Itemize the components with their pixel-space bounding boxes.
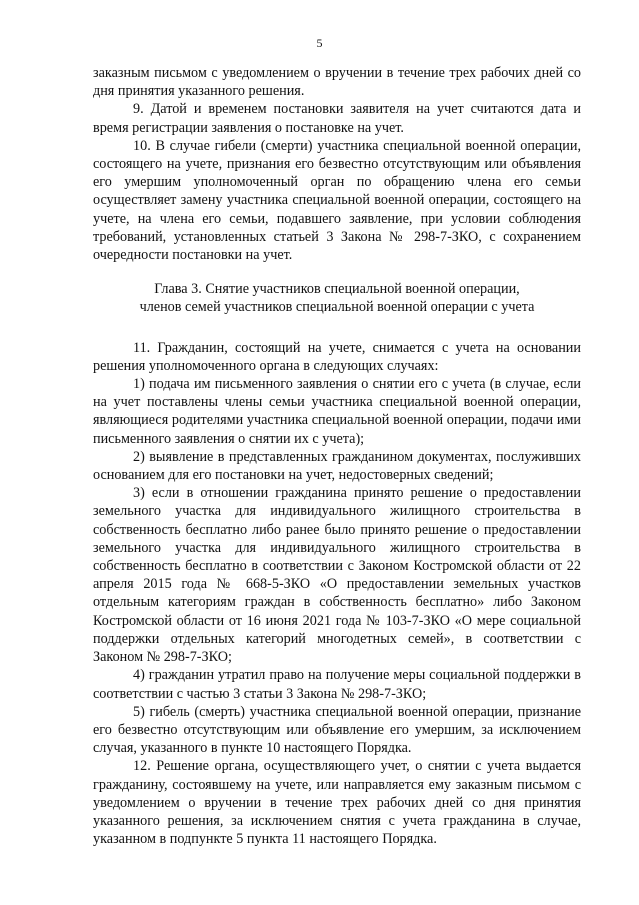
chapter-heading — [93, 280, 581, 316]
paragraph-11-item-3: 3) если в отношении гражданина принято решение о предоставлении земельного участка для индивидуального жилищного строительства в собственность бесплатно либо ранее было принято решение о предоставлении земельного участка для индивидуального жилищного строительства в собственность бесплатно в соответствии с Законом Костромской области от 22 апреля 2015 года № 668-5-ЗКО «О предоставлении земельных участков отдельным категориям граждан в собственность бесплатно» либо Законом Костромской области от 16 июня 2021 года № 103-7-ЗКО «О мере социальной поддержки отдельных категорий многодетных семей», в соответствии с Законом № 298-7-ЗКО; — [93, 485, 581, 666]
paragraph-12: 12. Решение органа, осуществляющего учет, о снятии с учета выдается гражданину, состоявшему на учете, или направляется ему заказным письмом с уведомлением о вручении в течение трех рабочих дней со дня принятия указанного решения, за исключением снятия с учета гражданина в случае, указанном в подпункте 5 пункта 11 настоящего Порядка. — [93, 758, 581, 848]
paragraph-11-item-2: 2) выявление в представленных гражданином документах, послуживших основанием для его постановки на учет, недостоверных сведений; — [93, 448, 581, 484]
paragraph-11-item-1: 1) подача им письменного заявления о снятии его с учета (в случае, если на учет поставлены члены семьи участника специальной военной операции, являющиеся родителями участника специальной военной операции, подачи ими письменного заявления о снятии их с учета); — [93, 376, 581, 447]
paragraph-11-item-5: 5) гибель (смерть) участника специальной военной операции, признание его безвестно отсутствующим или объявление его умершим, за исключением случая, указанного в пункте 10 настоящего Порядка. — [93, 703, 581, 757]
paragraph-9: 9. Датой и временем постановки заявителя на учет считаются дата и время регистрации заявления о постановке на учет. — [93, 101, 581, 136]
document-body — [93, 64, 581, 848]
chapter-heading-line-1: Глава 3. Снятие участников специальной военной операции, — [154, 281, 520, 298]
paragraph-11: 11. Гражданин, состоящий на учете, снимается с учета на основании решения уполномоченного органа в следующих случаях: — [93, 339, 581, 374]
page-number: 5 — [316, 36, 323, 50]
chapter-heading-line-2: членов семей участников специальной военной операции с учета — [139, 299, 535, 316]
paragraph-11-item-4: 4) гражданин утратил право на получение меры социальной поддержки в соответствии с частью 3 статьи 3 Закона № 298-7-ЗКО; — [93, 667, 581, 702]
paragraph-continuation: заказным письмом с уведомлением о вручении в течение трех рабочих дней со дня принятия указанного решения. — [93, 65, 581, 100]
paragraph-10: 10. В случае гибели (смерти) участника специальной военной операции, состоящего на учете, признания его безвестно отсутствующим или объявления его умершим уполномоченный орган по обращению члена его семьи осуществляет замену участника специальной военной операции, состоящего на учете, на члена его семьи, подавшего заявление, при условии соблюдения требований, установленных статьей 3 Закона № 298-7-ЗКО, с сохранением очередности постановки на учет. — [93, 137, 581, 264]
